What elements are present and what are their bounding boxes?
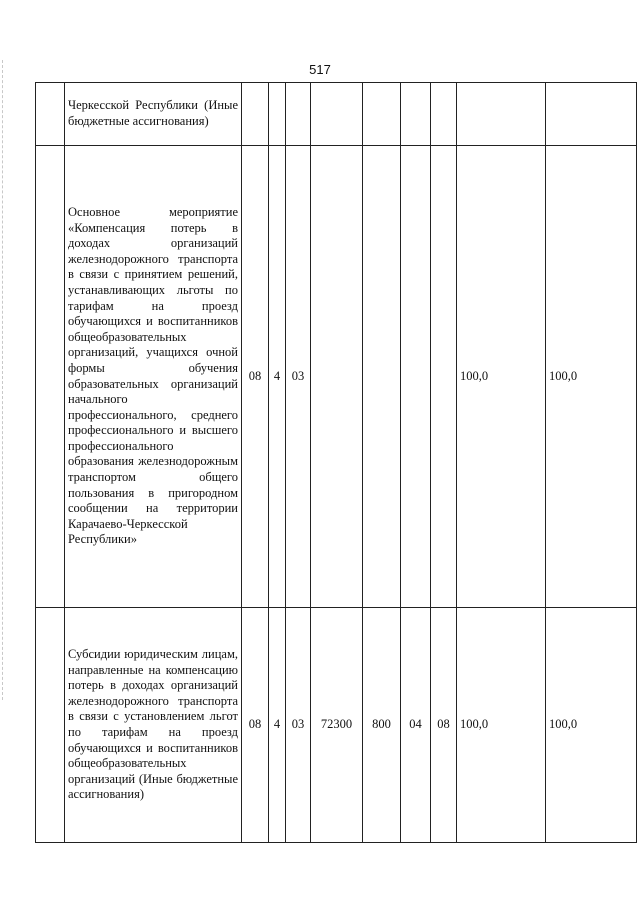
subsection-cell: 03 — [286, 146, 311, 608]
chapter-cell: 08 — [242, 608, 269, 843]
row-name-cell — [65, 146, 242, 608]
subsection-cell: 03 — [286, 608, 311, 843]
chapter-cell — [242, 83, 269, 146]
section-cell: 4 — [269, 608, 286, 843]
target-code-cell: 72300 — [311, 608, 363, 843]
target-code-cell — [311, 83, 363, 146]
scan-edge-line — [2, 60, 4, 700]
chapter-cell: 08 — [242, 146, 269, 608]
kosgu-2-cell: 08 — [431, 608, 457, 843]
kosgu-2-cell — [431, 146, 457, 608]
amount-2-cell: 100,0 — [546, 608, 637, 843]
table-row — [36, 146, 637, 608]
section-cell: 4 — [269, 146, 286, 608]
kosgu-1-cell: 04 — [401, 608, 431, 843]
row-name-cell — [65, 83, 242, 146]
row-name: Черкесской Республики (Иные бюджетные ассигнования) — [68, 98, 238, 128]
budget-table — [35, 82, 637, 843]
row-name: Основное мероприятие «Компенсация потерь в доходах организаций железнодорожного транспорта в связи с принятием решений, устанавливающих льготы по тарифам на проезд обучающихся и воспитанников общеобразовательных организаций, учащихся очной формы обучения образовательных организаций начального профессионального, среднего профессионального и высшего профессионального образования железнодорожным транспортом общего пользования в пригородном сообщении на территории Карачаево-Черкесской Республики» — [68, 204, 238, 547]
row-number-cell — [36, 83, 65, 146]
amount-1-cell: 100,0 — [457, 146, 546, 608]
row-name-cell — [65, 608, 242, 843]
kosgu-2-cell — [431, 83, 457, 146]
amount-1-cell — [457, 83, 546, 146]
expense-type-cell — [363, 146, 401, 608]
expense-type-cell: 800 — [363, 608, 401, 843]
subsection-cell — [286, 83, 311, 146]
table-row — [36, 608, 637, 843]
table-row — [36, 83, 637, 146]
section-cell — [269, 83, 286, 146]
amount-1-cell: 100,0 — [457, 608, 546, 843]
row-number-cell — [36, 146, 65, 608]
kosgu-1-cell — [401, 83, 431, 146]
amount-2-cell: 100,0 — [546, 146, 637, 608]
page-number: 517 — [309, 62, 331, 77]
expense-type-cell — [363, 83, 401, 146]
row-number-cell — [36, 608, 65, 843]
target-code-cell — [311, 146, 363, 608]
amount-2-cell — [546, 83, 637, 146]
row-name: Субсидии юридическим лицам, направленные на компенсацию потерь в доходах организаций железнодорожного транспорта в связи с установлением льгот по тарифам на проезд обучающихся и воспитанников общеобразовательных организаций (Иные бюджетные ассигнования) — [68, 647, 238, 802]
kosgu-1-cell — [401, 146, 431, 608]
